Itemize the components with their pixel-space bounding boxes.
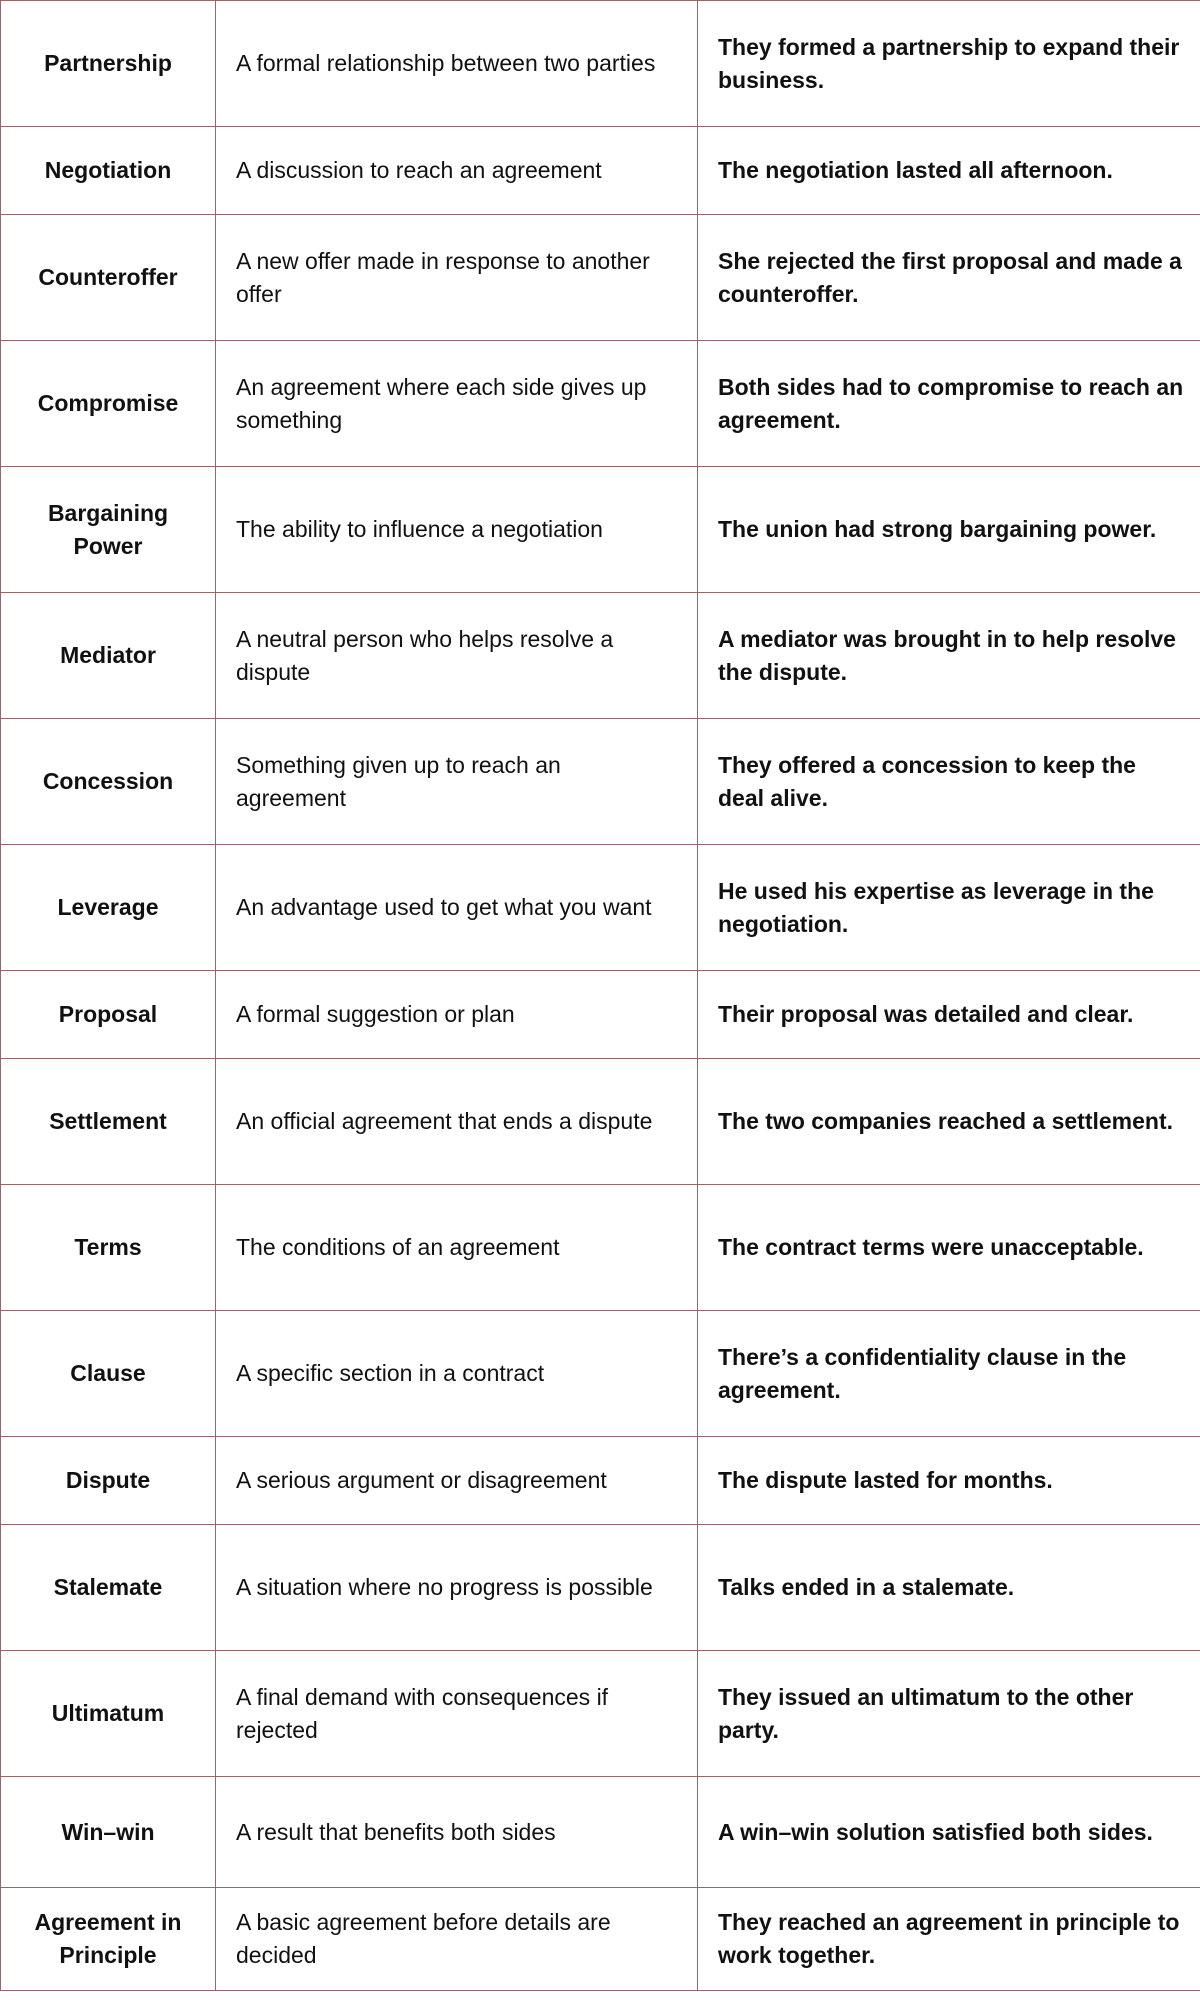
table-row bbox=[1, 1651, 1200, 1777]
table-row bbox=[1, 593, 1200, 719]
term-cell: Negotiation bbox=[1, 127, 216, 215]
table-row bbox=[1, 1888, 1200, 1991]
table-row bbox=[1, 467, 1200, 593]
table-row bbox=[1, 215, 1200, 341]
example-cell: The contract terms were unacceptable. bbox=[698, 1185, 1200, 1311]
example-cell: They offered a concession to keep the deal alive. bbox=[698, 719, 1200, 845]
definition-cell: A formal relationship between two parties bbox=[216, 1, 698, 127]
term-cell: Mediator bbox=[1, 593, 216, 719]
definition-cell: A new offer made in response to another offer bbox=[216, 215, 698, 341]
definition-cell: Something given up to reach an agreement bbox=[216, 719, 698, 845]
definition-cell: A specific section in a contract bbox=[216, 1311, 698, 1437]
example-cell: The negotiation lasted all afternoon. bbox=[698, 127, 1200, 215]
definition-cell: An agreement where each side gives up something bbox=[216, 341, 698, 467]
term-cell: Concession bbox=[1, 719, 216, 845]
table-row bbox=[1, 341, 1200, 467]
example-cell: The dispute lasted for months. bbox=[698, 1437, 1200, 1525]
definition-cell: A result that benefits both sides bbox=[216, 1777, 698, 1888]
definition-cell: A final demand with consequences if rejected bbox=[216, 1651, 698, 1777]
table-row bbox=[1, 1437, 1200, 1525]
term-cell: Proposal bbox=[1, 971, 216, 1059]
example-cell: Both sides had to compromise to reach an agreement. bbox=[698, 341, 1200, 467]
table-row bbox=[1, 1777, 1200, 1888]
term-cell: Clause bbox=[1, 1311, 216, 1437]
definition-cell: A situation where no progress is possible bbox=[216, 1525, 698, 1651]
example-cell: Their proposal was detailed and clear. bbox=[698, 971, 1200, 1059]
term-cell: Partnership bbox=[1, 1, 216, 127]
table-row bbox=[1, 1059, 1200, 1185]
example-cell: The two companies reached a settlement. bbox=[698, 1059, 1200, 1185]
table-row bbox=[1, 845, 1200, 971]
example-cell: They formed a partnership to expand their business. bbox=[698, 1, 1200, 127]
table-row bbox=[1, 1311, 1200, 1437]
table-row bbox=[1, 127, 1200, 215]
example-cell: Talks ended in a stalemate. bbox=[698, 1525, 1200, 1651]
example-cell: She rejected the first proposal and made a counteroffer. bbox=[698, 215, 1200, 341]
table-row bbox=[1, 1185, 1200, 1311]
table-row bbox=[1, 1, 1200, 127]
definition-cell: A neutral person who helps resolve a dispute bbox=[216, 593, 698, 719]
term-cell: Dispute bbox=[1, 1437, 216, 1525]
term-cell: Compromise bbox=[1, 341, 216, 467]
example-cell: There’s a confidentiality clause in the agreement. bbox=[698, 1311, 1200, 1437]
term-cell: Bargaining Power bbox=[1, 467, 216, 593]
term-cell: Counteroffer bbox=[1, 215, 216, 341]
example-cell: They issued an ultimatum to the other party. bbox=[698, 1651, 1200, 1777]
term-cell: Leverage bbox=[1, 845, 216, 971]
table-row bbox=[1, 719, 1200, 845]
example-cell: A win–win solution satisfied both sides. bbox=[698, 1777, 1200, 1888]
definition-cell: The ability to influence a negotiation bbox=[216, 467, 698, 593]
example-cell: The union had strong bargaining power. bbox=[698, 467, 1200, 593]
term-cell: Win–win bbox=[1, 1777, 216, 1888]
definition-cell: A formal suggestion or plan bbox=[216, 971, 698, 1059]
example-cell: He used his expertise as leverage in the negotiation. bbox=[698, 845, 1200, 971]
definition-cell: The conditions of an agreement bbox=[216, 1185, 698, 1311]
definition-cell: An advantage used to get what you want bbox=[216, 845, 698, 971]
term-cell: Settlement bbox=[1, 1059, 216, 1185]
table-row bbox=[1, 1525, 1200, 1651]
term-cell: Stalemate bbox=[1, 1525, 216, 1651]
example-cell: A mediator was brought in to help resolve the dispute. bbox=[698, 593, 1200, 719]
term-cell: Ultimatum bbox=[1, 1651, 216, 1777]
definition-cell: A discussion to reach an agreement bbox=[216, 127, 698, 215]
term-cell: Agreement in Principle bbox=[1, 1888, 216, 1991]
definition-cell: An official agreement that ends a dispute bbox=[216, 1059, 698, 1185]
term-cell: Terms bbox=[1, 1185, 216, 1311]
example-cell: They reached an agreement in principle to work together. bbox=[698, 1888, 1200, 1991]
table-row bbox=[1, 971, 1200, 1059]
definition-cell: A basic agreement before details are decided bbox=[216, 1888, 698, 1991]
definition-cell: A serious argument or disagreement bbox=[216, 1437, 698, 1525]
